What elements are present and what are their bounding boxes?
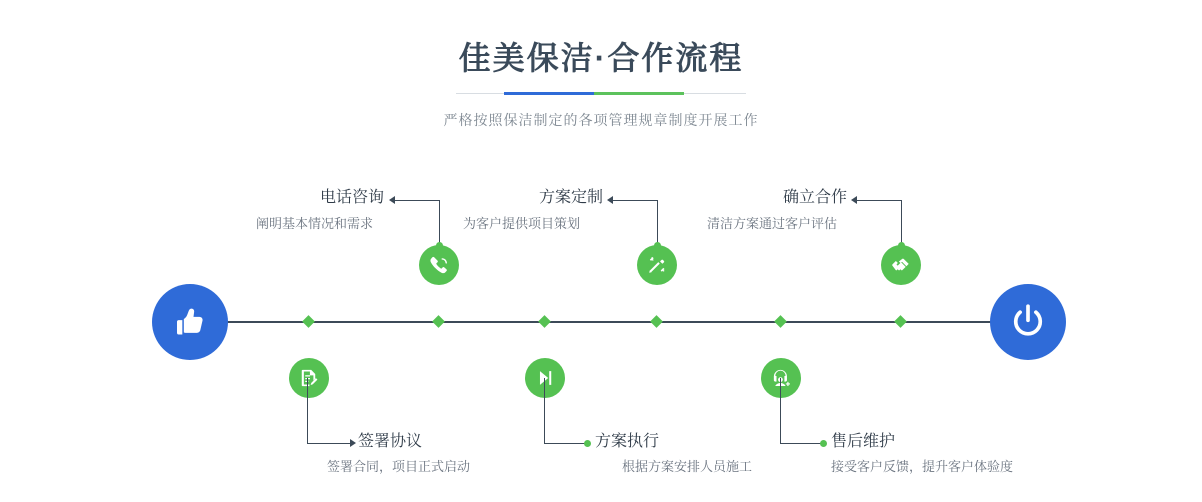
divider-green-segment — [594, 92, 684, 95]
axis-marker — [538, 315, 551, 328]
connector-dot — [898, 242, 905, 249]
page-title: 佳美保洁·合作流程 — [458, 40, 744, 76]
connector-arrow — [607, 196, 613, 204]
thumbs-up-icon — [170, 302, 210, 342]
step-desc-plan-custom: 为客户提供项目策划 — [463, 216, 581, 231]
step-desc-phone-consult: 阐明基本情况和需求 — [256, 216, 374, 231]
step-desc-plan-execution: 根据方案安排人员施工 — [622, 459, 753, 474]
axis-marker — [774, 315, 787, 328]
step-node-plan-execution[interactable] — [525, 358, 565, 398]
connector-line — [307, 443, 352, 444]
step-node-phone-consult[interactable] — [419, 245, 459, 285]
page-header — [0, 0, 1202, 130]
connector-arrow — [851, 196, 857, 204]
connector-dot — [654, 242, 661, 249]
contract-edit-icon — [298, 367, 320, 389]
connector-line — [544, 378, 545, 443]
connector-line — [856, 200, 901, 201]
axis-marker — [302, 315, 315, 328]
step-node-sign-agreement[interactable] — [289, 358, 329, 398]
step-title-plan-custom: 方案定制 — [539, 189, 604, 206]
step-desc-after-sales: 接受客户反馈，提升客户体验度 — [831, 459, 1014, 474]
flow-end-badge — [990, 284, 1066, 360]
step-node-after-sales[interactable] — [761, 358, 801, 398]
flow-start-badge — [152, 284, 228, 360]
step-desc-establish-cooperation: 清洁方案通过客户评估 — [707, 216, 838, 231]
title-divider — [456, 92, 746, 96]
axis-marker — [894, 315, 907, 328]
step-title-establish-cooperation: 确立合作 — [783, 189, 848, 206]
step-title-after-sales: 售后维护 — [831, 433, 896, 450]
step-title-sign-agreement: 签署协议 — [358, 433, 423, 450]
connector-line — [657, 200, 658, 245]
connector-arrow — [350, 439, 356, 447]
step-title-plan-execution: 方案执行 — [595, 433, 660, 450]
power-icon — [1007, 301, 1049, 343]
connector-line — [612, 200, 657, 201]
step-desc-sign-agreement: 签署合同，项目正式启动 — [327, 459, 471, 474]
connector-line — [439, 200, 440, 245]
handshake-icon — [890, 254, 912, 276]
axis-marker — [432, 315, 445, 328]
connector-dot — [584, 440, 591, 447]
headset-support-icon — [770, 367, 792, 389]
step-title-phone-consult: 电话咨询 — [320, 189, 385, 206]
connector-line — [901, 200, 902, 245]
connector-dot — [436, 242, 443, 249]
page-subtitle: 严格按照保洁制定的各项管理规章制度开展工作 — [443, 112, 759, 128]
connector-line — [780, 443, 822, 444]
pen-ruler-icon — [646, 254, 668, 276]
timeline-axis — [155, 321, 1045, 323]
connector-line — [544, 443, 586, 444]
divider-blue-segment — [504, 92, 594, 95]
phone-call-icon — [428, 254, 450, 276]
play-forward-icon — [534, 367, 556, 389]
connector-line — [394, 200, 439, 201]
step-node-establish-cooperation[interactable] — [881, 245, 921, 285]
step-node-plan-custom[interactable] — [637, 245, 677, 285]
connector-arrow — [389, 196, 395, 204]
process-flow-diagram — [0, 160, 1202, 502]
connector-line — [780, 378, 781, 443]
connector-dot — [820, 440, 827, 447]
axis-marker — [650, 315, 663, 328]
connector-line — [307, 378, 308, 443]
